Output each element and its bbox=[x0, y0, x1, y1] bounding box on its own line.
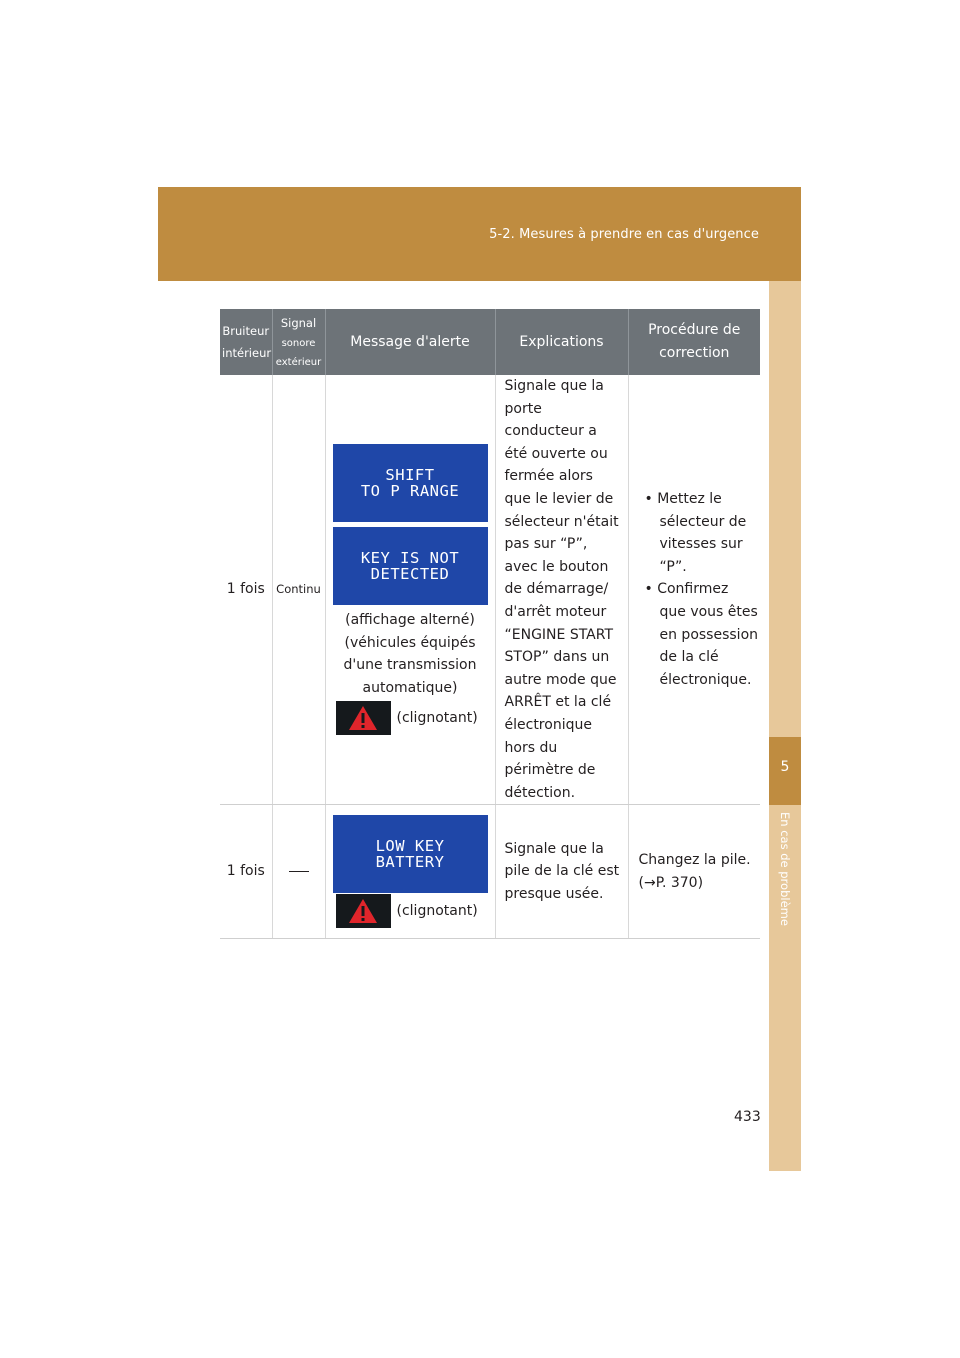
header-correction-procedure: Procédure de correction bbox=[628, 309, 760, 375]
header-band bbox=[158, 187, 801, 281]
warning-light-row bbox=[327, 701, 494, 735]
header-explanations: Explications bbox=[495, 309, 628, 375]
warning-triangle-icon bbox=[336, 894, 391, 928]
procedure-step: • Confirmez que vous êtes en possession de la clé électronique. bbox=[644, 581, 759, 688]
lcd-low-key-battery: LOW KEY BATTERY bbox=[333, 815, 488, 893]
alert-message-cell bbox=[325, 375, 495, 805]
interior-buzzer-cell: 1 fois bbox=[220, 375, 272, 805]
lcd-shift-to-p-range: SHIFT TO P RANGE bbox=[333, 444, 488, 522]
blinking-label: (clignotant) bbox=[396, 710, 478, 727]
exterior-signal-cell bbox=[272, 805, 325, 939]
warning-light-row bbox=[327, 894, 494, 928]
page-number: 433 bbox=[734, 1109, 761, 1125]
procedure-reference: (→P. 370) bbox=[638, 874, 704, 891]
header-interior-buzzer: Bruiteur intérieur bbox=[220, 309, 272, 375]
vehicle-note: (véhicules équipés d'une transmission automatique) bbox=[343, 634, 477, 696]
table-row bbox=[220, 375, 760, 805]
blinking-label: (clignotant) bbox=[396, 902, 478, 919]
alternating-note: (affichage alterné) bbox=[345, 611, 475, 628]
chapter-number: 5 bbox=[780, 759, 790, 775]
no-signal-dash bbox=[289, 871, 309, 872]
procedure-step: Changez la pile. bbox=[638, 852, 751, 869]
chapter-label: En cas de problème bbox=[778, 812, 792, 926]
alert-table bbox=[220, 309, 760, 939]
procedure-step: • Mettez le sélecteur de vitesses sur “P”. bbox=[644, 490, 747, 575]
procedure-cell bbox=[628, 805, 760, 939]
exterior-signal-cell: Continu bbox=[272, 375, 325, 805]
chapter-label-box bbox=[769, 812, 801, 942]
explanation-cell: Signale que la pile de la clé est presque usée. bbox=[495, 805, 628, 939]
table-header-row bbox=[220, 309, 760, 375]
explanation-cell: Signale que la porte conducteur a été ouverte ou fermée alors que le levier de sélecteur n'était pas sur “P”, avec le bouton de démarrage/ d'arrêt moteur “ENGINE START STOP” dans un autre mode que ARRÊT et la clé électronique hors du périmètre de détection. bbox=[495, 375, 628, 805]
chapter-number-box bbox=[769, 737, 801, 805]
interior-buzzer-cell: 1 fois bbox=[220, 805, 272, 939]
alert-message-cell bbox=[325, 805, 495, 939]
procedure-cell bbox=[628, 375, 760, 805]
header-alert-message: Message d'alerte bbox=[325, 309, 495, 375]
header-exterior-signal: Signal sonore extérieur bbox=[272, 309, 325, 375]
lcd-key-not-detected: KEY IS NOT DETECTED bbox=[333, 527, 488, 605]
warning-triangle-icon bbox=[336, 701, 391, 735]
section-title: 5-2. Mesures à prendre en cas d'urgence bbox=[489, 227, 759, 242]
chapter-side-tab bbox=[769, 281, 801, 1171]
table-row bbox=[220, 805, 760, 939]
